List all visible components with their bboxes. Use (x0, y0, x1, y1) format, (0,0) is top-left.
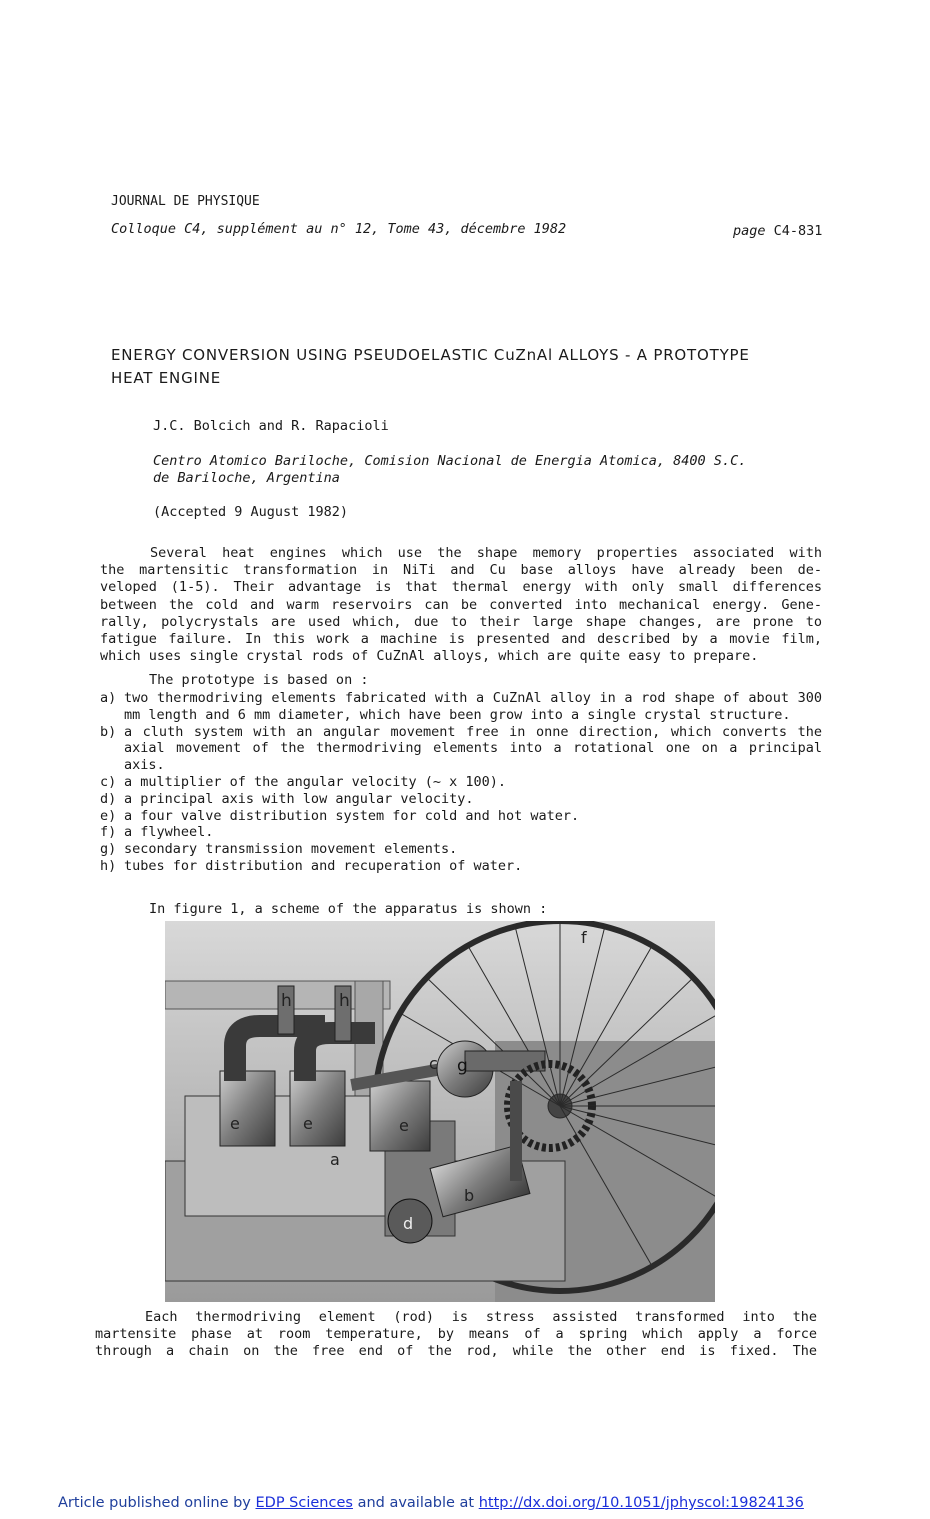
list-key: f) (100, 824, 117, 841)
authors: J.C. Bolcich and R. Rapacioli (153, 418, 389, 434)
multiplier-shaft (510, 1081, 522, 1181)
affiliation (153, 453, 813, 487)
intro-line: Several heat engines which use the shape memory properties associated with (150, 545, 822, 561)
body-paragraph (95, 1309, 817, 1361)
label-h: h (281, 991, 292, 1011)
figure-intro: In figure 1, a scheme of the apparatus is shown : (149, 901, 548, 917)
publication-footer (58, 1495, 804, 1511)
body-line: martensite phase at room temperature, by means of a spring which apply a force (95, 1326, 817, 1343)
list-text: tubes for distribution and recuperation of water. (124, 857, 523, 874)
list-text: a flywheel. (124, 824, 214, 841)
intro-paragraph (100, 545, 822, 665)
list-text: a four valve distribution system for cold and hot water. (124, 807, 580, 824)
footer-middle: and available at (357, 1495, 475, 1511)
journal-name: JOURNAL DE PHYSIQUE (111, 194, 260, 209)
principal-axis (465, 1051, 545, 1071)
list-item (100, 858, 822, 875)
doi-link[interactable]: http://dx.doi.org/10.1051/jphyscol:19824136 (478, 1495, 804, 1511)
valve-body (220, 1071, 275, 1146)
list-key: g) (100, 841, 117, 858)
apparatus-photo (165, 921, 715, 1302)
list-text: a principal axis with low angular velocity. (124, 790, 474, 807)
list-key: d) (100, 790, 117, 807)
page-number (733, 223, 822, 239)
list-text: a cluth system with an angular movement free in onne direction, which converts the axial movement of the thermodriving elements into a rotational one on a principal axis. (124, 723, 822, 774)
list-key: c) (100, 773, 117, 790)
accepted-date: (Accepted 9 August 1982) (153, 504, 349, 520)
intro-line: rally, polycrystals are used which, due to their large shape changes, are prone to (100, 613, 822, 630)
list-text: a multiplier of the angular velocity (~ x 100). (124, 773, 507, 790)
title-line: HEAT ENGINE (111, 369, 222, 387)
list-key: e) (100, 807, 117, 824)
list-item (100, 774, 822, 791)
list-item (100, 690, 822, 724)
intro-line: which uses single crystal rods of CuZnAl alloys, which are quite easy to prepare. (100, 648, 759, 665)
label-b: b (464, 1186, 475, 1205)
list-text: two thermodriving elements fabricated with a CuZnAl alloy in a rod shape of about 300 mm length and 6 mm diameter, which have been grow into a single crystal structure. (124, 690, 822, 723)
water-tank (185, 1096, 385, 1216)
prototype-list (100, 690, 822, 875)
label-h: h (339, 991, 350, 1011)
paper-title (111, 344, 811, 390)
label-e: e (399, 1116, 409, 1135)
list-item (100, 791, 822, 808)
label-d: d (403, 1214, 414, 1233)
list-key: b) (100, 723, 117, 740)
label-e: e (303, 1114, 313, 1133)
intro-line: the martensitic transformation in NiTi and Cu base alloys have already been de- (100, 562, 822, 579)
list-text: secondary transmission movement elements. (124, 841, 458, 858)
intro-line: veloped (1-5). Their advantage is that thermal energy with only small differences (100, 579, 822, 596)
footer-prefix: Article published online by (58, 1495, 251, 1511)
label-g: g (457, 1056, 468, 1076)
list-item (100, 841, 822, 858)
prototype-intro: The prototype is based on : (149, 672, 369, 688)
label-a: a (330, 1150, 340, 1169)
label-c: c (429, 1054, 438, 1073)
page-label: page (733, 223, 766, 239)
list-key: h) (100, 857, 117, 874)
list-item (100, 824, 822, 841)
label-e: e (230, 1114, 240, 1133)
title-line: ENERGY CONVERSION USING PSEUDOELASTIC CuZnAl ALLOYS - A PROTOTYPE (111, 346, 750, 364)
valve-body (290, 1071, 345, 1146)
list-item (100, 724, 822, 774)
body-line: Each thermodriving element (rod) is stress assisted transformed into the (145, 1309, 817, 1325)
intro-line: between the cold and warm reservoirs can be converted into mechanical energy. Gene- (100, 596, 822, 613)
list-key: a) (100, 690, 117, 706)
colloque-line: Colloque C4, supplément au n° 12, Tome 43, décembre 1982 (111, 221, 567, 237)
label-f: f (581, 928, 587, 947)
affiliation-line: Centro Atomico Bariloche, Comision Nacional de Energia Atomica, 8400 S.C. (153, 453, 747, 469)
publisher-link[interactable]: EDP Sciences (255, 1495, 353, 1511)
body-line: through a chain on the free end of the rod, while the other end is fixed. The (95, 1343, 817, 1360)
list-item (100, 808, 822, 825)
affiliation-line: de Bariloche, Argentina (153, 470, 340, 486)
intro-line: fatigue failure. In this work a machine is presented and described by a movie film, (100, 631, 822, 648)
page-number-value: C4-831 (773, 223, 823, 239)
